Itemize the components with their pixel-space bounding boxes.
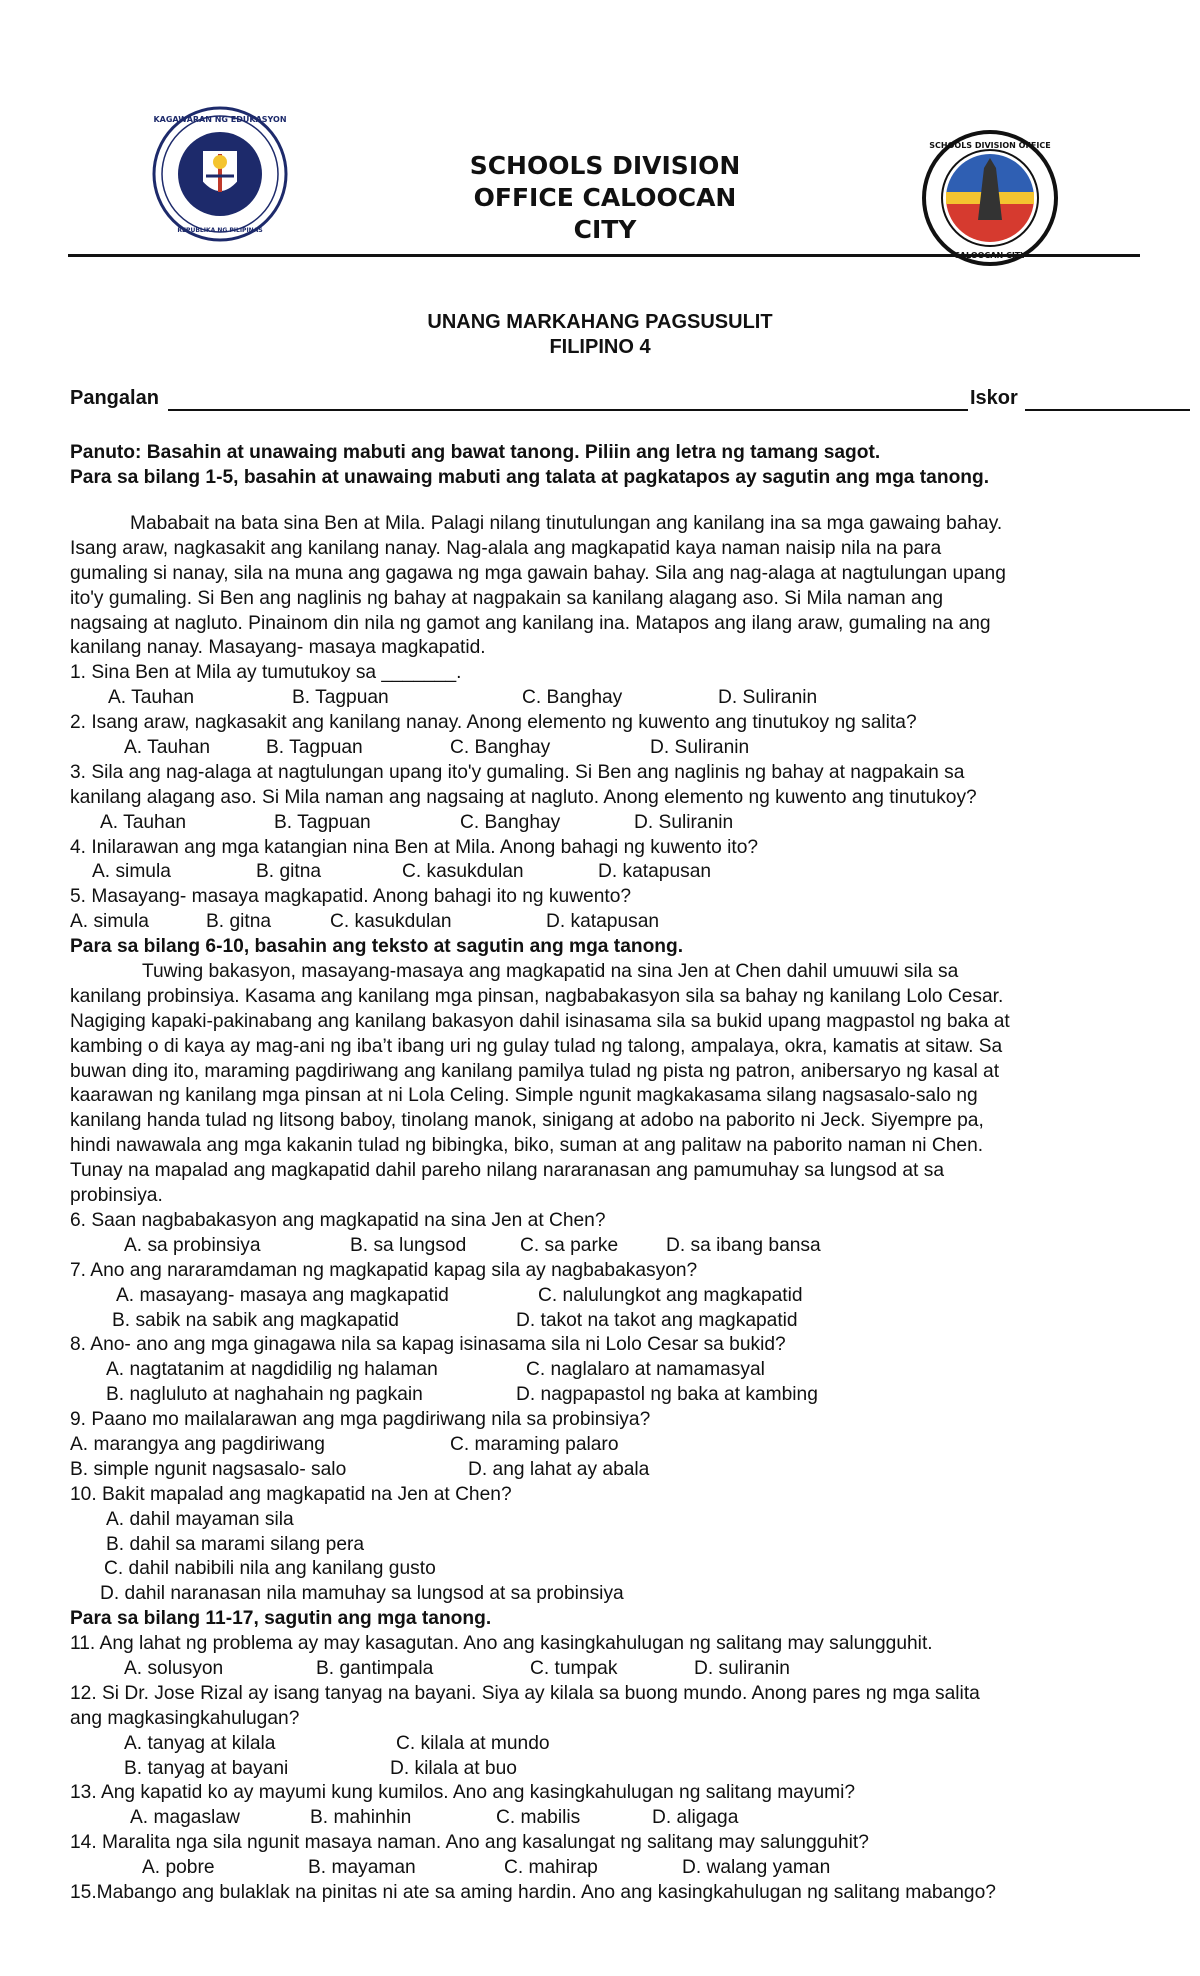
question-11: 11. Ang lahat ng problema ay may kasagutan. Ano ang kasingkahulugan ng salitang may salungguhit. bbox=[70, 1633, 933, 1655]
question-12: 12. Si Dr. Jose Rizal ay isang tanyag na bayani. Siya ay kilala sa buong mundo. Anong pares ng mga salita bbox=[70, 1682, 980, 1704]
question-9-options-row2 bbox=[70, 1458, 1150, 1483]
question-3-options bbox=[70, 811, 1150, 836]
question-12-options-row2 bbox=[70, 1757, 1150, 1782]
option-b[interactable]: B. tanyag at bayani bbox=[124, 1757, 289, 1779]
passage2-line: Nagiging kapaki-pakinabang ang kanilang bakasyon dahil isinasama sila sa bukid upang magpastol ng baka at bbox=[70, 1010, 1010, 1032]
option-d[interactable]: D. walang yaman bbox=[682, 1857, 831, 1879]
passage2-line: kanilang probinsiya. Kasama ang kanilang mga pinsan, nagbabakasyon sila sa bahay ng kanilang Lolo Cesar. bbox=[70, 985, 1004, 1007]
question-15: 15.Mabango ang bulaklak na pinitas ni ate sa aming hardin. Ano ang kasingkahulugan ng salitang mabango? bbox=[70, 1881, 996, 1903]
passage2-line: kanilang handa tulad ng litsong baboy, tinolang manok, sinigang at adobo na paborito ni Jeck. Siyempre pa, bbox=[70, 1110, 984, 1132]
option-b[interactable]: B. Tagpuan bbox=[266, 737, 363, 759]
question-8: 8. Ano- ano ang mga ginagawa nila sa kapag isinasama sila ni Lolo Cesar sa bukid? bbox=[70, 1334, 786, 1356]
question-8-options-row1 bbox=[70, 1358, 1150, 1383]
question-13-options bbox=[70, 1806, 1150, 1831]
question-4-options bbox=[70, 860, 1150, 885]
option-c[interactable]: C. tumpak bbox=[530, 1657, 618, 1679]
option-c[interactable]: C. dahil nabibili nila ang kanilang gusto bbox=[104, 1558, 436, 1580]
question-2: 2. Isang araw, nagkasakit ang kanilang nanay. Anong elemento ng kuwento ang tinutukoy ng salita? bbox=[70, 712, 917, 734]
option-d[interactable]: D. Suliranin bbox=[650, 737, 750, 759]
option-c[interactable]: C. naglalaro at namamasyal bbox=[526, 1359, 765, 1381]
option-a[interactable]: A. tanyag at kilala bbox=[124, 1732, 276, 1754]
option-a[interactable]: A. marangya ang pagdiriwang bbox=[70, 1433, 325, 1455]
option-c[interactable]: C. Banghay bbox=[460, 811, 561, 833]
office-title-line2: OFFICE CALOOCAN bbox=[473, 183, 737, 212]
option-d[interactable]: D. ang lahat ay abala bbox=[468, 1458, 650, 1480]
option-c[interactable]: C. sa parke bbox=[520, 1234, 619, 1256]
option-a[interactable]: A. Tauhan bbox=[108, 687, 195, 709]
option-a[interactable]: A. dahil mayaman sila bbox=[106, 1508, 294, 1530]
passage2-line: kaarawan ng kanilang mga pinsan at ni Lola Celing. Simple ngunit magkakasama silang nagsasalo-salo ng bbox=[70, 1085, 978, 1107]
option-d[interactable]: D. nagpapastol ng baka at kambing bbox=[516, 1384, 818, 1406]
option-d[interactable]: D. aligaga bbox=[652, 1807, 739, 1829]
passage1-line: nagsaing at nagluto. Pinainom din nila ng gamot ang kanilang ina. Matapos ang ilang araw, gumaling na ang bbox=[70, 612, 991, 634]
option-a[interactable]: A. Tauhan bbox=[100, 811, 187, 833]
name-score-line bbox=[70, 387, 1130, 413]
passage2-line: buwan ding ito, maraming pagdiriwang ang kanilang pamilya tulad ng pista ng patron, anibersaryo ng kasal at bbox=[70, 1060, 1000, 1082]
option-b[interactable]: B. sabik na sabik ang magkapatid bbox=[112, 1309, 399, 1331]
passage1-line: gumaling si nanay, sila na muna ang gagawa ng mga gawain bahay. Sila ang nag-alaga at nagtulungan upang bbox=[70, 562, 1006, 584]
option-a[interactable]: A. pobre bbox=[142, 1857, 215, 1879]
option-b[interactable]: B. gitna bbox=[206, 911, 272, 933]
directions bbox=[70, 440, 1150, 490]
option-b[interactable]: B. Tagpuan bbox=[274, 811, 371, 833]
option-c[interactable]: C. mahirap bbox=[504, 1857, 598, 1879]
passage1-line: kanilang nanay. Masayang- masaya magkapatid. bbox=[70, 637, 486, 659]
option-d[interactable]: D. katapusan bbox=[598, 861, 712, 883]
question-8-options-row2 bbox=[70, 1383, 1150, 1408]
question-5-options bbox=[70, 910, 1150, 935]
option-a[interactable]: A. simula bbox=[70, 911, 149, 933]
option-c[interactable]: C. Banghay bbox=[450, 737, 551, 759]
exam-subject: FILIPINO 4 bbox=[549, 336, 651, 358]
passage2-line: Tuwing bakasyon, masayang-masaya ang magkapatid na sina Jen at Chen dahil umuuwi sila sa bbox=[142, 961, 959, 983]
option-c[interactable]: C. Banghay bbox=[522, 687, 623, 709]
question-11-options bbox=[70, 1657, 1150, 1682]
passage1-line: ito'y gumaling. Si Ben ang naglinis ng bahay at nagpakain sa kanilang alagang aso. Si Mila naman ang bbox=[70, 587, 944, 609]
option-d[interactable]: D. Suliranin bbox=[718, 687, 818, 709]
question-1-options bbox=[70, 686, 1150, 711]
exam-body bbox=[70, 512, 1150, 1906]
question-14-options bbox=[70, 1856, 1150, 1881]
option-b[interactable]: B. dahil sa marami silang pera bbox=[106, 1533, 365, 1555]
option-b[interactable]: B. Tagpuan bbox=[292, 687, 389, 709]
office-title-line1: SCHOOLS DIVISION bbox=[469, 151, 741, 180]
question-2-options bbox=[70, 736, 1150, 761]
name-label: Pangalan bbox=[70, 387, 159, 409]
question-10: 10. Bakit mapalad ang magkapatid na Jen at Chen? bbox=[70, 1483, 512, 1505]
option-a[interactable]: A. masayang- masaya ang magkapatid bbox=[116, 1284, 449, 1306]
option-c[interactable]: C. kasukdulan bbox=[330, 911, 452, 933]
option-b[interactable]: B. sa lungsod bbox=[350, 1234, 467, 1256]
option-d[interactable]: D. kilala at buo bbox=[390, 1757, 517, 1779]
option-b[interactable]: B. mahinhin bbox=[310, 1807, 412, 1829]
option-d[interactable]: D. dahil naranasan nila mamuhay sa lungsod at sa probinsiya bbox=[100, 1583, 624, 1605]
question-9-options-row1 bbox=[70, 1433, 1150, 1458]
passage2-line: Tunay na mapalad ang magkapatid dahil pareho nilang nararanasan ang pamumuhay sa lungsod at sa bbox=[70, 1160, 944, 1182]
section-3-heading: Para sa bilang 11-17, sagutin ang mga tanong. bbox=[70, 1608, 492, 1630]
option-a[interactable]: A. magaslaw bbox=[130, 1807, 240, 1829]
question-1: 1. Sina Ben at Mila ay tumutukoy sa _______. bbox=[70, 662, 462, 684]
passage2-line: kambing o di kaya ay mag-ani ng iba’t ibang uri ng gulay tulad ng talong, ampalaya, okra, kamatis at sitaw. Sa bbox=[70, 1035, 1003, 1057]
passage1-line: Mababait na bata sina Ben at Mila. Palagi nilang tinutulungan ang kanilang ina sa mga gawaing bahay. bbox=[130, 513, 1003, 534]
option-b[interactable]: B. nagluluto at naghahain ng pagkain bbox=[106, 1384, 423, 1406]
directions-line2: Para sa bilang 1-5, basahin at unawaing mabuti ang talata at pagkatapos ay sagutin ang mga tanong. bbox=[70, 467, 990, 488]
question-9: 9. Paano mo mailalarawan ang mga pagdiriwang nila sa probinsiya? bbox=[70, 1409, 651, 1431]
question-13: 13. Ang kapatid ko ay mayumi kung kumilos. Ano ang kasingkahulugan ng salitang mayumi? bbox=[70, 1782, 856, 1804]
option-b[interactable]: B. gitna bbox=[256, 861, 322, 883]
office-title-line3: CITY bbox=[573, 215, 637, 244]
question-14: 14. Maralita nga sila ngunit masaya naman. Ano ang kasalungat ng salitang may salungguhit? bbox=[70, 1832, 869, 1854]
option-b[interactable]: B. simple ngunit nagsasalo- salo bbox=[70, 1458, 347, 1480]
question-6: 6. Saan nagbabakasyon ang magkapatid na sina Jen at Chen? bbox=[70, 1209, 606, 1231]
svg-text:REPUBLIKA NG PILIPINAS: REPUBLIKA NG PILIPINAS bbox=[177, 227, 263, 234]
option-a[interactable]: A. simula bbox=[92, 861, 171, 883]
option-c[interactable]: C. kasukdulan bbox=[402, 861, 524, 883]
option-c[interactable]: C. kilala at mundo bbox=[396, 1732, 550, 1754]
passage2-line: probinsiya. bbox=[70, 1185, 163, 1207]
question-7-options-row2 bbox=[70, 1309, 1150, 1334]
option-a[interactable]: A. sa probinsiya bbox=[124, 1234, 261, 1256]
option-b[interactable]: B. mayaman bbox=[308, 1857, 416, 1879]
exam-title bbox=[0, 310, 1200, 360]
option-c[interactable]: C. nalulungkot ang magkapatid bbox=[538, 1284, 803, 1306]
directions-line1: Panuto: Basahin at unawaing mabuti ang bawat tanong. Piliin ang letra ng tamang sagot. bbox=[70, 442, 881, 463]
passage1-line: Isang araw, nagkasakit ang kanilang nanay. Nag-alala ang magkapatid kaya naman naisip nila na para bbox=[70, 537, 942, 559]
header-divider bbox=[68, 254, 1140, 257]
sdo-caloocan-seal-logo bbox=[920, 128, 1060, 268]
option-b[interactable]: B. gantimpala bbox=[316, 1657, 434, 1679]
svg-text:KAGAWARAN NG EDUKASYON: KAGAWARAN NG EDUKASYON bbox=[153, 115, 287, 124]
passage2-line: hindi nawawala ang mga kakanin tulad ng bibingka, biko, suman at ang palitaw na paborito naman ni Chen. bbox=[70, 1135, 984, 1157]
question-12-cont: ang magkasingkahulugan? bbox=[70, 1707, 300, 1729]
question-3-cont: kanilang alagang aso. Si Mila naman ang nagsaing at nagluto. Anong elemento ng kuwento ang tinutukoy? bbox=[70, 786, 977, 808]
question-3: 3. Sila ang nag-alaga at nagtulungan upang ito'y gumaling. Si Ben ang naglinis ng bahay at nagpakain sa bbox=[70, 761, 965, 783]
option-d[interactable]: D. Suliranin bbox=[634, 811, 734, 833]
question-6-options bbox=[70, 1234, 1150, 1259]
name-blank[interactable] bbox=[168, 387, 968, 411]
option-d[interactable]: D. sa ibang bansa bbox=[666, 1234, 821, 1256]
option-a[interactable]: A. Tauhan bbox=[124, 737, 211, 759]
section-2-heading: Para sa bilang 6-10, basahin ang teksto at sagutin ang mga tanong. bbox=[70, 936, 684, 958]
exam-title-text: UNANG MARKAHANG PAGSUSULIT bbox=[427, 311, 773, 333]
score-label: Iskor bbox=[970, 387, 1018, 409]
option-d[interactable]: D. takot na takot ang magkapatid bbox=[516, 1309, 798, 1331]
option-c[interactable]: C. mabilis bbox=[496, 1807, 581, 1829]
question-5: 5. Masayang- masaya magkapatid. Anong bahagi ito ng kuwento? bbox=[70, 886, 632, 908]
question-7: 7. Ano ang nararamdaman ng magkapatid kapag sila ay nagbabakasyon? bbox=[70, 1259, 698, 1281]
score-blank[interactable] bbox=[1025, 387, 1190, 411]
page-header bbox=[70, 100, 1140, 254]
question-4: 4. Inilarawan ang mga katangian nina Ben at Mila. Anong bahagi ng kuwento ito? bbox=[70, 836, 759, 858]
option-d[interactable]: D. katapusan bbox=[546, 911, 660, 933]
option-d[interactable]: D. suliranin bbox=[694, 1657, 790, 1679]
option-a[interactable]: A. solusyon bbox=[124, 1657, 224, 1679]
question-12-options-row1 bbox=[70, 1732, 1150, 1757]
question-7-options-row1 bbox=[70, 1284, 1150, 1309]
option-a[interactable]: A. nagtatanim at nagdidilig ng halaman bbox=[106, 1359, 438, 1381]
option-c[interactable]: C. maraming palaro bbox=[450, 1433, 619, 1455]
svg-text:SCHOOLS DIVISION OFFICE: SCHOOLS DIVISION OFFICE bbox=[929, 141, 1051, 150]
